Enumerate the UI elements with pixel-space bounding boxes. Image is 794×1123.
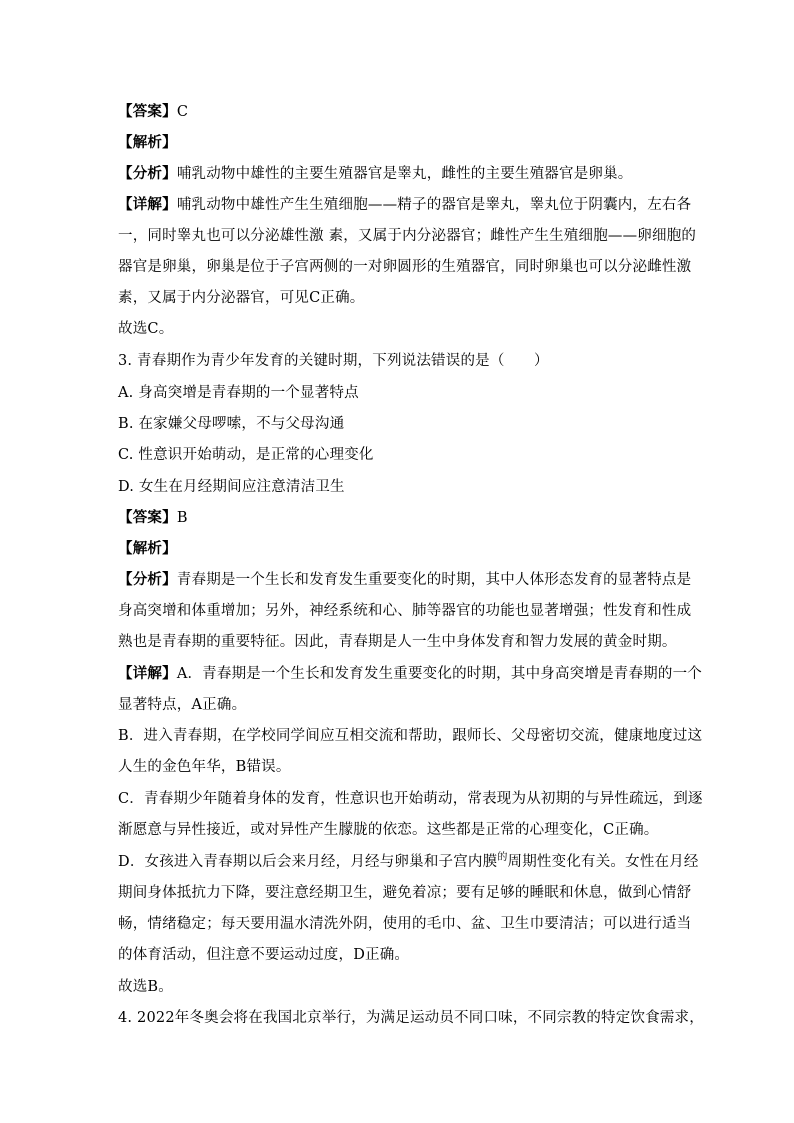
q2-answer-line bbox=[118, 101, 678, 123]
q3-xiangjie-c-line-2: 渐愿意与异性接近，或对异性产生朦胧的依恋。这些都是正常的心理变化，C正确。 bbox=[118, 822, 659, 838]
answer-tag: 【答案】 bbox=[118, 103, 177, 120]
answer-value: C bbox=[176, 104, 189, 120]
q3-option-d: D. 女生在月经期间应注意清洁卫生 bbox=[118, 479, 345, 495]
fenxi-tag: 【分析】 bbox=[118, 571, 177, 588]
xiangjie-tag: 【详解】 bbox=[118, 665, 177, 682]
q3-analysis-heading: 【解析】 bbox=[118, 540, 177, 557]
q3-xiangjie-c-line-1: C．青春期少年随着身体的发育，性意识也开始萌动，常表现为从初期的与异性疏远，到逐 bbox=[118, 791, 703, 807]
q3-conclusion: 故选B。 bbox=[118, 979, 173, 995]
q3-fenxi-line-3: 熟也是青春期的重要特征。因此，青春期是人一生中身体发育和智力发展的黄金时期。 bbox=[118, 634, 677, 650]
q3-xiangjie-d-line-4: 的体育活动，但注意不要运动过度，D正确。 bbox=[118, 947, 410, 963]
q2-conclusion: 故选C。 bbox=[118, 321, 174, 337]
fenxi-tag: 【分析】 bbox=[118, 165, 177, 182]
xiangjie-tag: 【详解】 bbox=[118, 196, 177, 213]
q3-xiangjie-d-line-1: D．女孩进入青春期以后会来月经，月经与卵巢和子宫内膜$^的$周期性变化有关。女性在月经 bbox=[118, 852, 699, 870]
q4-stem: 4. 2022年冬奥会将在我国北京举行，为满足运动员不同口味，不同宗教的特定饮食需求， bbox=[118, 1010, 704, 1026]
q3-option-c: C. 性意识开始萌动，是正常的心理变化 bbox=[118, 447, 374, 463]
q2-xiangjie-line-3: 器官是卵巢，卵巢是位于子宫两侧的一对卵圆形的生殖器官，同时卵巢也可以分泌雌性激 bbox=[118, 259, 692, 275]
answer-tag: 【答案】 bbox=[118, 509, 177, 526]
q3-option-b: B. 在家嫌父母啰嗦，不与父母沟通 bbox=[118, 416, 345, 432]
q2-analysis-heading: 【解析】 bbox=[118, 134, 177, 151]
q3-option-a: A. 身高突增是青春期的一个显著特点 bbox=[118, 385, 359, 401]
q3-xiangjie-a-line-1: 【详解】A．青春期是一个生长和发育发生重要变化的时期，其中身高突增是青春期的一个 bbox=[118, 665, 702, 682]
q3-xiangjie-a-line-2: 显著特点，A正确。 bbox=[118, 697, 247, 713]
q2-xiangjie-line-1: 【详解】哺乳动物中雄性产生生殖细胞——精子的器官是睾丸，睾丸位于阴囊内，左右各 bbox=[118, 196, 692, 213]
q2-xiangjie-line-4: 素，又属于内分泌器官，可见C正确。 bbox=[118, 290, 365, 306]
q3-xiangjie-b-line-2: 人生的金色年华，B错误。 bbox=[118, 759, 291, 775]
q3-answer-line bbox=[118, 507, 678, 529]
q3-fenxi-line-2: 身高突增和体重增加；另外，神经系统和心、肺等器官的功能也显著增强；性发育和性成 bbox=[118, 603, 692, 619]
q3-xiangjie-d-line-2: 期间身体抵抗力下降，要注意经期卫生，避免着凉；要有足够的睡眠和休息，做到心情舒 bbox=[118, 885, 692, 901]
q3-xiangjie-d-line-3: 畅，情绪稳定；每天要用温水清洗外阴，使用的毛巾、盆、卫生巾要清洁；可以进行适当 bbox=[118, 916, 692, 932]
q2-xiangjie-line-2: 一，同时睾丸也可以分泌雄性激 素，又属于内分泌器官；雌性产生生殖细胞——卵细胞的 bbox=[118, 228, 697, 244]
q2-fenxi-line bbox=[118, 163, 678, 185]
answer-value: B bbox=[176, 510, 188, 526]
q3-xiangjie-b-line-1: B．进入青春期，在学校同学间应互相交流和帮助，跟师长、父母密切交流，健康地度过这 bbox=[118, 728, 703, 744]
q3-stem: 3. 青春期作为青少年发育的关键时期，下列说法错误的是（ ） bbox=[118, 353, 549, 369]
fenxi-text: 哺乳动物中雄性的主要生殖器官是睾丸，雌性的主要生殖器官是卵巢。 bbox=[176, 166, 633, 182]
q3-fenxi-line-1: 【分析】青春期是一个生长和发育发生重要变化的时期，其中人体形态发育的显著特点是 bbox=[118, 571, 692, 588]
